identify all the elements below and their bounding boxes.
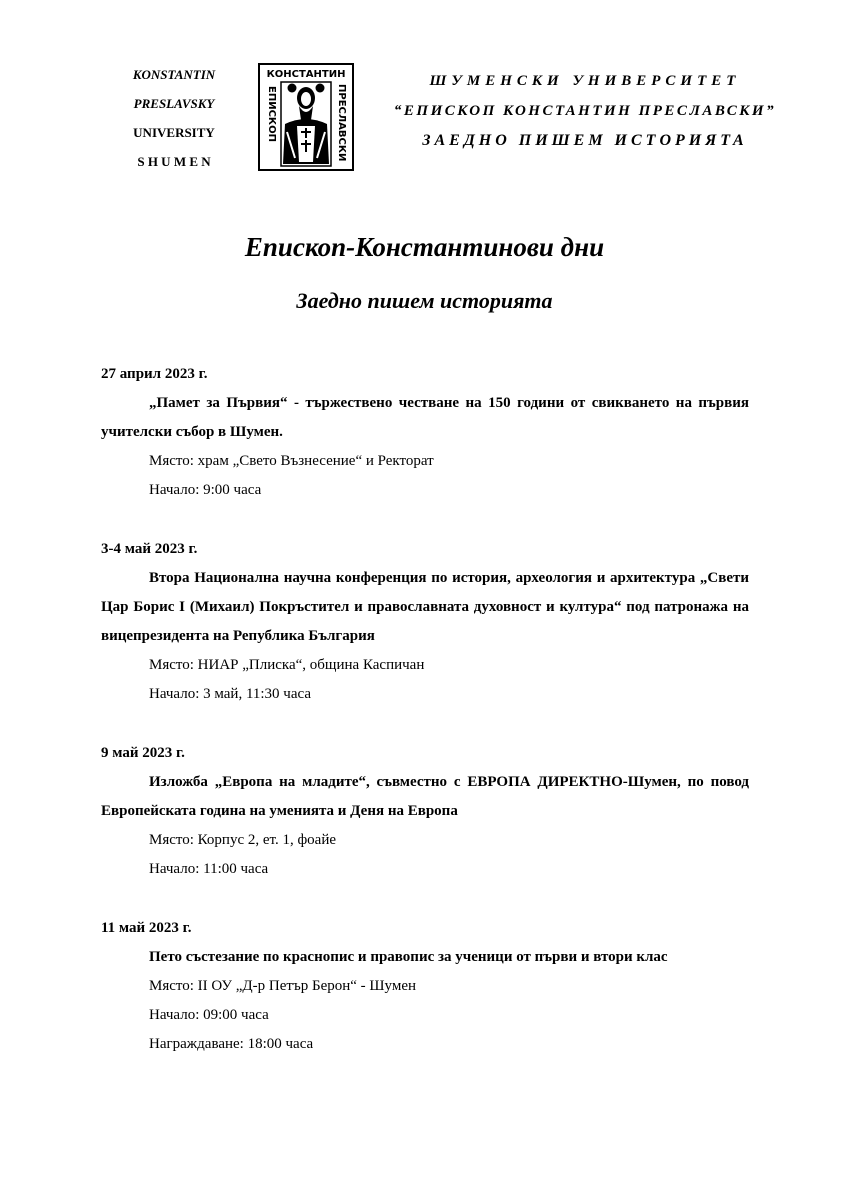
university-motto: ЗАЕДНО ПИШЕМ ИСТОРИЯТА [422,132,748,149]
event-date: 11 май 2023 г. [101,920,192,936]
event-title: Изложба „Европа на младите“, съвместно с ЕВРОПА ДИРЕКТНО-Шумен, по повод Европейската година на уменията и Деня на Европа [101,774,749,819]
university-name-latin [110,60,238,176]
document-subtitle: Заедно пишем историята [296,288,553,313]
event-item [101,360,749,505]
university-name-latin-line: UNIVERSITY [133,125,215,140]
university-name-line: ШУМЕНСКИ УНИВЕРСИТЕТ [429,73,741,89]
event-start-time: Начало: 9:00 часа [149,482,262,498]
event-list [101,360,749,1089]
seal-text-left: ЕПИСКОП [266,86,277,142]
event-location: Място: храм „Свето Възнесение“ и Ректорат [149,453,434,469]
seal-text-right: ПРЕСЛАВСКИ [336,84,347,162]
event-title: Пето състезание по краснопис и правопис за ученици от първи и втори клас [149,949,668,965]
event-start-time: Начало: 11:00 часа [149,861,269,877]
bishop-figure-icon [281,82,331,166]
university-name-latin-line: S H U M E N [137,154,211,169]
university-name-latin-line: KONSTANTIN [132,67,216,82]
event-date: 27 април 2023 г. [101,366,208,382]
event-date: 9 май 2023 г. [101,745,185,761]
university-name-line: “ЕПИСКОП КОНСТАНТИН ПРЕСЛАВСКИ” [393,103,777,119]
university-name-latin-line: PRESLAVSKY [133,96,215,111]
university-name-bulgarian [370,66,800,156]
event-item [101,535,749,709]
event-date: 3-4 май 2023 г. [101,541,198,557]
event-item [101,914,749,1059]
event-location: Място: Корпус 2, ет. 1, фоайе [149,832,337,848]
event-title: „Памет за Първия“ - тържествено честване на 150 години от свикването на първия учителски събор в Шумен. [101,395,749,440]
event-start-time: Начало: 09:00 часа [149,1007,269,1023]
university-seal-logo [247,62,365,174]
event-award-time: Награждаване: 18:00 часа [149,1036,314,1052]
document-title: Епископ-Константинови дни [244,232,605,262]
event-location: Място: НИАР „Плиска“, община Каспичан [149,657,425,673]
event-location: Място: II ОУ „Д-р Петър Берон“ - Шумен [149,978,417,994]
seal-text-top: КОНСТАНТИН [266,69,346,80]
event-title: Втора Национална научна конференция по история, археология и архитектура „Свети Цар Борис I (Михаил) Покръстител и православната духовност и култура“ под патронажа на вицепрезидента на Република България [101,570,749,644]
event-start-time: Начало: 3 май, 11:30 часа [149,686,312,702]
event-item [101,739,749,884]
